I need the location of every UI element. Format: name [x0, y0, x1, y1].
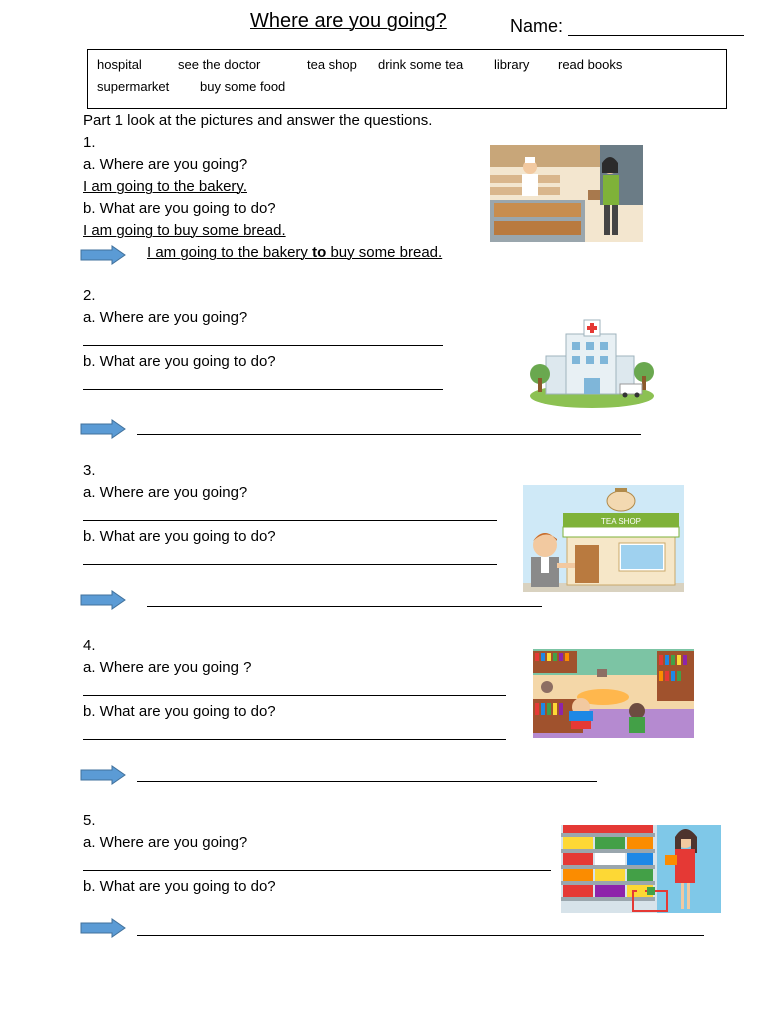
answer-summary — [147, 244, 442, 261]
worksheet-title: Where are you going? — [250, 10, 447, 32]
answer-a-line[interactable] — [83, 694, 506, 696]
hospital-picture — [526, 316, 658, 410]
summary-text: buy some bread. — [326, 244, 443, 261]
library-picture — [533, 649, 694, 738]
question-number: 1. — [83, 134, 96, 151]
question-b: b. What are you going to do? — [83, 703, 276, 720]
question-a: a. Where are you going? — [83, 309, 248, 326]
question-b: b. What are you going to do? — [83, 200, 276, 217]
answer-summary-line[interactable] — [137, 780, 597, 782]
word-bank-item: library — [494, 57, 530, 72]
tea-shop-picture — [523, 485, 684, 592]
question-a: a. Where are you going? — [83, 834, 248, 851]
summary-text: I am going to the bakery — [147, 244, 313, 261]
answer-a-line[interactable] — [83, 519, 497, 521]
word-bank-item: hospital — [97, 57, 142, 72]
name-label: Name: — [510, 16, 564, 36]
answer-a: I am going to the bakery. — [83, 178, 247, 195]
word-bank-item: tea shop — [307, 57, 357, 72]
question-number: 3. — [83, 462, 96, 479]
answer-summary-line[interactable] — [137, 934, 704, 936]
answer-b-line[interactable] — [83, 388, 443, 390]
answer-b: I am going to buy some bread. — [83, 222, 286, 239]
arrow-right-icon — [80, 918, 126, 938]
summary-bold-word: to — [312, 244, 327, 261]
word-bank-item: see the doctor — [178, 57, 261, 72]
answer-b-line[interactable] — [83, 563, 497, 565]
question-b: b. What are you going to do? — [83, 353, 276, 370]
arrow-right-icon — [80, 245, 126, 265]
bakery-picture — [490, 145, 643, 242]
question-b: b. What are you going to do? — [83, 878, 276, 895]
arrow-right-icon — [80, 590, 126, 610]
answer-a-line[interactable] — [83, 344, 443, 346]
word-bank-item: supermarket — [97, 79, 170, 94]
question-number: 2. — [83, 287, 96, 304]
supermarket-picture — [561, 825, 721, 913]
question-number: 5. — [83, 812, 96, 829]
name-input-line[interactable] — [568, 34, 744, 36]
question-b: b. What are you going to do? — [83, 528, 276, 545]
instructions: Part 1 look at the pictures and answer the questions. — [83, 112, 433, 129]
question-a: a. Where are you going? — [83, 484, 248, 501]
arrow-right-icon — [80, 419, 126, 439]
question-a: a. Where are you going? — [83, 156, 248, 173]
word-bank-item: drink some tea — [378, 57, 464, 72]
question-a: a. Where are you going ? — [83, 659, 252, 676]
word-bank-item: read books — [558, 57, 623, 72]
tea-shop-sign: TEA SHOP — [600, 517, 642, 526]
answer-b-line[interactable] — [83, 738, 506, 740]
answer-a-line[interactable] — [83, 869, 551, 871]
word-bank-item: buy some food — [200, 79, 286, 94]
question-number: 4. — [83, 637, 96, 654]
arrow-right-icon — [80, 765, 126, 785]
answer-summary-line[interactable] — [147, 605, 542, 607]
answer-summary-line[interactable] — [137, 433, 641, 435]
